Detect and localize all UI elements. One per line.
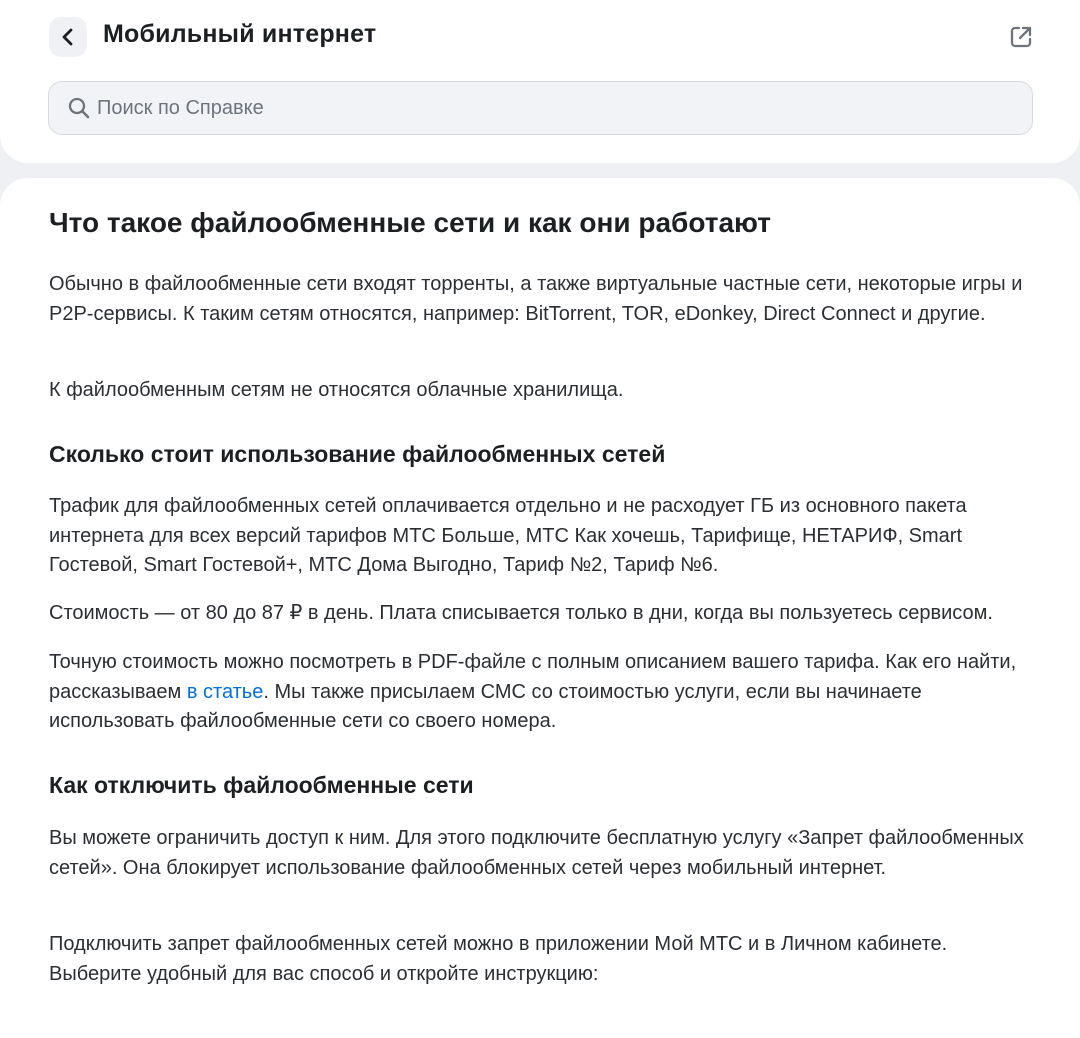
cost-paragraph-3 <box>49 648 1034 737</box>
cost-heading: Сколько стоит использование файлообменных сетей <box>49 441 666 467</box>
cost-paragraph-3-text-b: . Мы также присылаем СМС со стоимостью услуги, если вы начинаете использовать файлообменные сети со своего номера. <box>49 680 922 732</box>
article-title: Что такое файлообменные сети и как они работают <box>49 207 771 238</box>
disable-paragraph-2: Подключить запрет файлообменных сетей можно в приложении Мой МТС и в Личном кабинете. Выберите удобный для вас способ и откройте инструкцию: <box>49 933 948 985</box>
back-button[interactable] <box>49 17 87 57</box>
article-link[interactable]: в статье <box>186 680 264 703</box>
disable-heading: Как отключить файлообменные сети <box>49 772 474 798</box>
intro-paragraph-1: Обычно в файлообменные сети входят торренты, а также виртуальные частные сети, некоторые игры и P2P-сервисы. К таким сетям относятся, например: BitTorrent, TOR, eDonkey, Direct Connect и другие. <box>49 273 1023 325</box>
intro-paragraph-2: К файлообменным сетям не относятся облачные хранилища. <box>49 379 624 401</box>
article-card <box>0 178 1080 1038</box>
search-input[interactable] <box>97 97 997 120</box>
search-bar[interactable] <box>48 81 1033 135</box>
chevron-left-icon <box>61 28 75 46</box>
page-title: Мобильный интернет <box>103 20 377 48</box>
top-bar <box>0 0 1080 163</box>
cost-paragraph-1: Трафик для файлообменных сетей оплачивается отдельно и не расходует ГБ из основного пакета интернета для всех версий тарифов МТС Больше, МТС Как хочешь, Тарифище, НЕТАРИФ, Smart Гостевой, Smart Гостевой+, МТС Дома Выгодно, Тариф №2, Тариф №6. <box>49 495 967 576</box>
external-link-icon[interactable] <box>1008 24 1034 50</box>
cost-paragraph-3-text-a: Точную стоимость можно посмотреть в PDF-файле с полным описанием вашего тарифа. Как его найти, рассказываем <box>49 651 1017 703</box>
disable-paragraph-1: Вы можете ограничить доступ к ним. Для этого подключите бесплатную услугу «Запрет файлообменных сетей». Она блокирует использование файлообменных сетей через мобильный интернет. <box>49 827 1024 879</box>
search-icon <box>67 96 91 120</box>
cost-paragraph-2: Стоимость — от 80 до 87 ₽ в день. Плата списывается только в дни, когда вы пользуетесь сервисом. <box>49 602 993 624</box>
